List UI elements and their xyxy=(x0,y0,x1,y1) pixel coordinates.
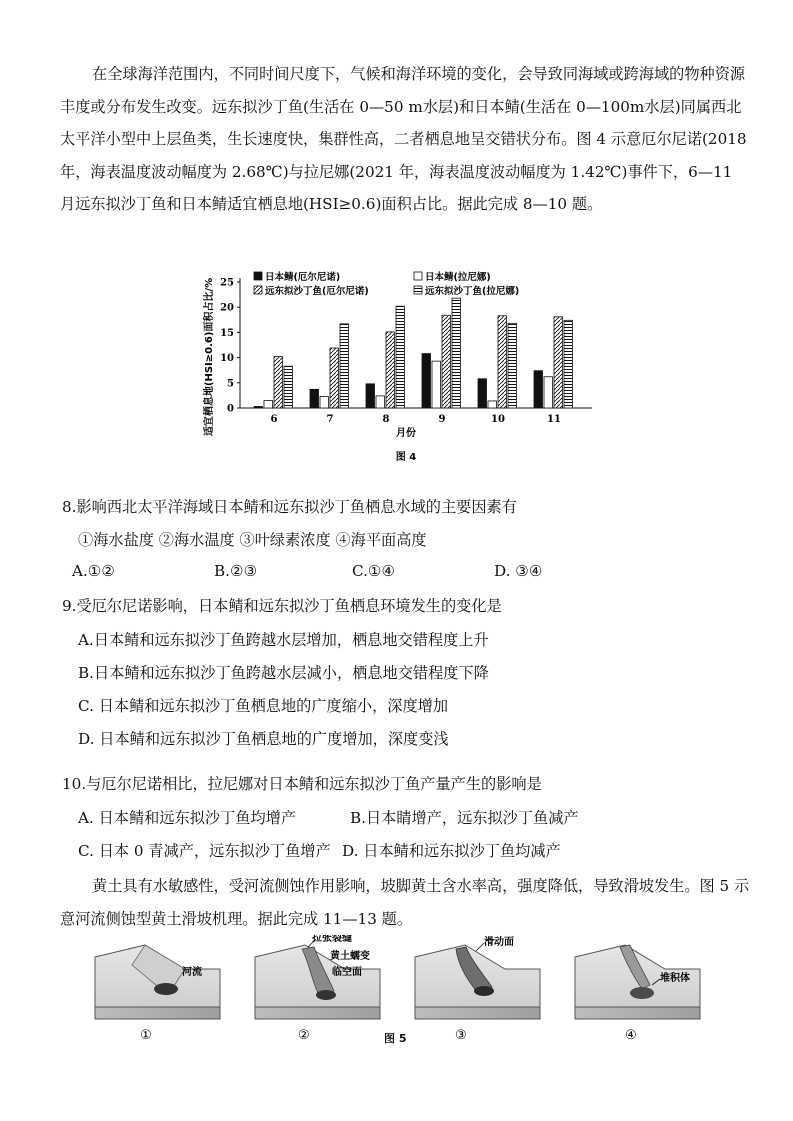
figure-4-caption: 图 4 xyxy=(395,452,417,463)
bar xyxy=(254,406,263,408)
panel-2-number: ② xyxy=(298,1028,310,1043)
label-deposit: 堆积体 xyxy=(660,973,690,984)
panel-1-number: ① xyxy=(140,1028,152,1043)
y-tick-label: 15 xyxy=(220,327,234,339)
bar-chart-svg xyxy=(200,260,600,470)
q9-option-a[interactable]: A.日本鲭和远东拟沙丁鱼跨越水层增加，栖息地交错程度上升 xyxy=(78,631,489,649)
intro-text: 在全球海洋范围内，不同时间尺度下，气候和海洋环境的变化，会导致同海域或跨海域的物种资源丰度或分布发生改变。远东拟沙丁鱼(生活在 0—50 m水层)和日本鲭(生活在 0—100m水层)同属西北太平洋小型中上层鱼类，生长速度快，集群性高，二者栖息地呈交错状分布。图 4 示意厄尔尼诺(2018 年，海表温度波动幅度为 2.68℃)与拉尼娜(2021 年，海表温度波动幅度为 1.42℃)事件下，6—11 月远东拟沙丁鱼和日本鲭适宜栖息地(HSI≥0.6)面积占比。据此完成 8—10 题。 xyxy=(60,65,747,213)
bar xyxy=(564,320,573,408)
bar xyxy=(320,396,329,408)
legend-swatch xyxy=(414,286,422,294)
panel-3 xyxy=(415,935,540,1043)
legend-swatch xyxy=(414,272,422,280)
bar xyxy=(274,357,283,408)
y-tick-label: 10 xyxy=(220,353,234,365)
x-tick-label: 9 xyxy=(438,414,446,425)
bar xyxy=(330,348,339,408)
figure-4-chart xyxy=(200,260,600,470)
q9-stem: 9.受厄尔尼诺影响，日本鲭和远东拟沙丁鱼栖息环境发生的变化是 xyxy=(62,597,502,615)
q10-option-a[interactable]: A. 日本鲭和远东拟沙丁鱼均增产 xyxy=(78,809,297,827)
q10-option-b[interactable]: B.日本睛增产，远东拟沙丁鱼减产 xyxy=(350,809,579,827)
q8-items: ①海水盐度 ②海水温度 ③叶绿素浓度 ④海平面高度 xyxy=(78,531,427,549)
intro2-text: 黄土具有水敏感性，受河流侧蚀作用影响，坡脚黄土含水率高，强度降低，导致滑坡发生。图 5 示意河流侧蚀型黄土滑坡机理。据此完成 11—13 题。 xyxy=(60,877,750,928)
y-tick-label: 25 xyxy=(220,277,234,289)
x-tick-label: 10 xyxy=(491,414,505,425)
bar xyxy=(498,316,507,408)
bar xyxy=(534,371,543,408)
q10-stem: 10.与厄尔尼诺相比，拉尼娜对日本鲭和远东拟沙丁鱼产量产生的影响是 xyxy=(62,775,542,793)
q8-option-a[interactable]: A.①② xyxy=(72,562,116,580)
bar xyxy=(508,323,517,408)
legend-label: 远东拟沙丁鱼(拉尼娜) xyxy=(425,286,520,297)
x-axis-title: 月份 xyxy=(396,428,416,439)
q8-option-d[interactable]: D. ③④ xyxy=(494,562,543,580)
legend-label: 日本鲭(厄尔尼诺) xyxy=(265,272,341,283)
q10-option-d[interactable]: D. 日本鲭和远东拟沙丁鱼均减产 xyxy=(342,842,561,860)
bar xyxy=(340,324,349,408)
x-tick-label: 6 xyxy=(270,414,278,425)
legend-swatch xyxy=(254,272,262,280)
label-river: 河流 xyxy=(182,967,202,978)
q8-stem: 8.影响西北太平洋海域日本鲭和远东拟沙丁鱼栖息水域的主要因素有 xyxy=(62,498,517,516)
label-slip-surface: 滑动面 xyxy=(484,937,514,948)
label-loess-creep: 黄土蠕变 xyxy=(330,951,370,962)
x-tick-label: 8 xyxy=(382,414,390,425)
bar xyxy=(396,306,405,408)
bar xyxy=(284,366,293,408)
q10-option-c[interactable]: C. 日本 0 青减产，远东拟沙丁鱼增产 xyxy=(78,842,331,860)
intro2-paragraph xyxy=(60,870,750,935)
y-tick-label: 0 xyxy=(227,403,234,415)
y-tick-label: 20 xyxy=(220,302,234,314)
bar xyxy=(478,379,487,408)
q8-option-c[interactable]: C.①④ xyxy=(352,562,396,580)
x-tick-label: 11 xyxy=(547,414,561,425)
q9-option-c[interactable]: C. 日本鲭和远东拟沙丁鱼栖息地的广度缩小，深度增加 xyxy=(78,697,449,715)
panel-1 xyxy=(95,945,220,1043)
legend-label: 远东拟沙丁鱼(厄尔尼诺) xyxy=(265,286,369,297)
bar xyxy=(488,401,497,408)
label-free-face: 临空面 xyxy=(332,967,362,978)
bar xyxy=(376,396,385,408)
legend-swatch xyxy=(254,286,262,294)
river-erosion-mark xyxy=(154,983,178,995)
panel-2 xyxy=(255,935,380,1043)
q9-option-d[interactable]: D. 日本鲭和远东拟沙丁鱼栖息地的广度增加，深度变浅 xyxy=(78,730,449,748)
deposit-mass-mark xyxy=(630,987,654,999)
panel-4 xyxy=(575,945,700,1043)
bar xyxy=(264,400,273,408)
q8-option-b[interactable]: B.②③ xyxy=(214,562,258,580)
y-tick-label: 5 xyxy=(227,378,234,390)
intro-paragraph xyxy=(60,58,750,221)
bar xyxy=(310,389,319,408)
bar xyxy=(386,332,395,408)
bar xyxy=(432,361,441,408)
legend-label: 日本鲭(拉尼娜) xyxy=(425,272,491,283)
figure-5-caption: 图 5 xyxy=(384,1032,407,1045)
bar xyxy=(442,315,451,408)
bar xyxy=(544,377,553,408)
x-tick-label: 7 xyxy=(326,414,334,425)
q9-option-b[interactable]: B.日本鲭和远东拟沙丁鱼跨越水层减小，栖息地交错程度下降 xyxy=(78,664,489,682)
bar xyxy=(422,354,431,408)
label-tension-crack: 拉张裂缝 xyxy=(312,935,352,944)
panel-4-number: ④ xyxy=(625,1028,637,1043)
bar xyxy=(452,298,461,408)
panel-3-number: ③ xyxy=(455,1028,467,1043)
bar xyxy=(554,317,563,408)
y-axis-title: 适宜栖息地(HSI≥0.6)面积占比/% xyxy=(204,277,215,437)
bar xyxy=(366,384,375,408)
